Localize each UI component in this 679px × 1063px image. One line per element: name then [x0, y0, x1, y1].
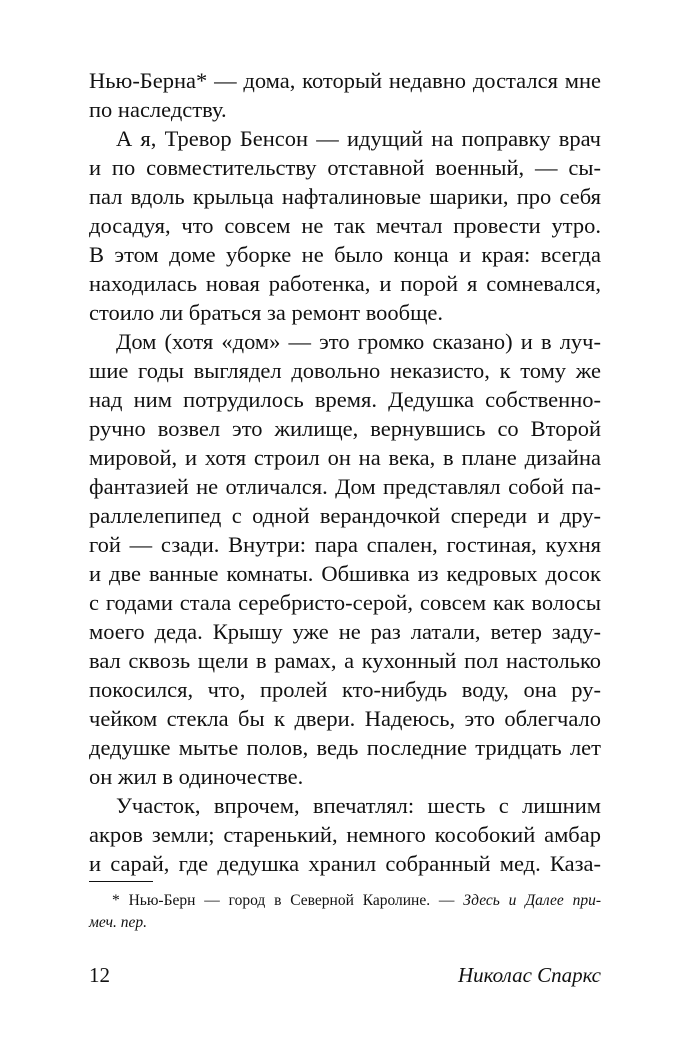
text-line: с годами стала серебристо-серой, совсем как волосы [89, 590, 601, 615]
text-line: мировой, и хотя строил он на века, в плане дизайна [89, 445, 601, 470]
text-line: Нью-Берна* — дома, который недавно достался мне [89, 68, 601, 93]
paragraph-first-line: Участок, впрочем, впечатлял: шесть с лишним [116, 793, 601, 818]
text-line: ручно возвел это жилище, вернувшись со Второй [89, 416, 601, 441]
text-line: он жил в одиночестве. [89, 764, 304, 789]
footnote-line [112, 891, 601, 911]
text-line: фантазией не отличался. Дом представлял собой па- [89, 474, 601, 499]
text-line: находилась новая работенка, и порой я сомневался, [89, 271, 601, 296]
text-line: раллелепипед с одной верандочкой спереди и дру- [89, 503, 601, 528]
text-line: и по совместительству отставной военный, — сы- [89, 155, 601, 180]
text-line: досадуя, что совсем не так мечтал провести утро. [89, 213, 601, 238]
text-line: над ним потрудилось время. Дедушка собственно- [89, 387, 601, 412]
text-line: и две ванные комнаты. Обшивка из кедровых досок [89, 561, 601, 586]
paragraph-first-line: А я, Тревор Бенсон — идущий на поправку врач [116, 126, 601, 151]
text-line: акров земли; старенький, немного кособокий амбар [89, 822, 601, 847]
running-footer-author: Николас Спаркс [457, 963, 601, 987]
text-line: моего деда. Крышу уже не раз латали, ветер заду- [89, 619, 601, 644]
footnote-line: меч. пер. [89, 914, 147, 931]
text-line: по наследству. [89, 97, 227, 122]
footnote-text: * Нью-Берн — город в Северной Каролине. — [112, 892, 464, 909]
text-line: шие годы выглядел довольно неказисто, к тому же [89, 358, 601, 383]
text-line: дедушке мытье полов, ведь последние тридцать лет [89, 735, 601, 760]
text-line: гой — сзади. Внутри: пара спален, гостиная, кухня [89, 532, 601, 557]
footnote-italic-text: Здесь и Далее при- [463, 892, 601, 909]
text-line: и сарай, где дедушка хранил собранный мед. Каза- [89, 851, 601, 876]
text-line: стоило ли браться за ремонт вообще. [89, 300, 444, 325]
page-number: 12 [89, 963, 110, 987]
paragraph-first-line: Дом (хотя «дом» — это громко сказано) и в луч- [116, 329, 601, 354]
text-line: пал вдоль крыльца нафталиновые шарики, про себя [89, 184, 601, 209]
text-line: чейком стекла бы к двери. Надеюсь, это облегчало [89, 706, 601, 731]
footnote-divider [89, 881, 153, 882]
text-line: вал сквозь щели в рамах, а кухонный пол настолько [89, 648, 601, 673]
text-line: В этом доме уборке не было конца и края: всегда [89, 242, 601, 267]
text-line: покосился, что, пролей кто-нибудь воду, она ру- [89, 677, 601, 702]
